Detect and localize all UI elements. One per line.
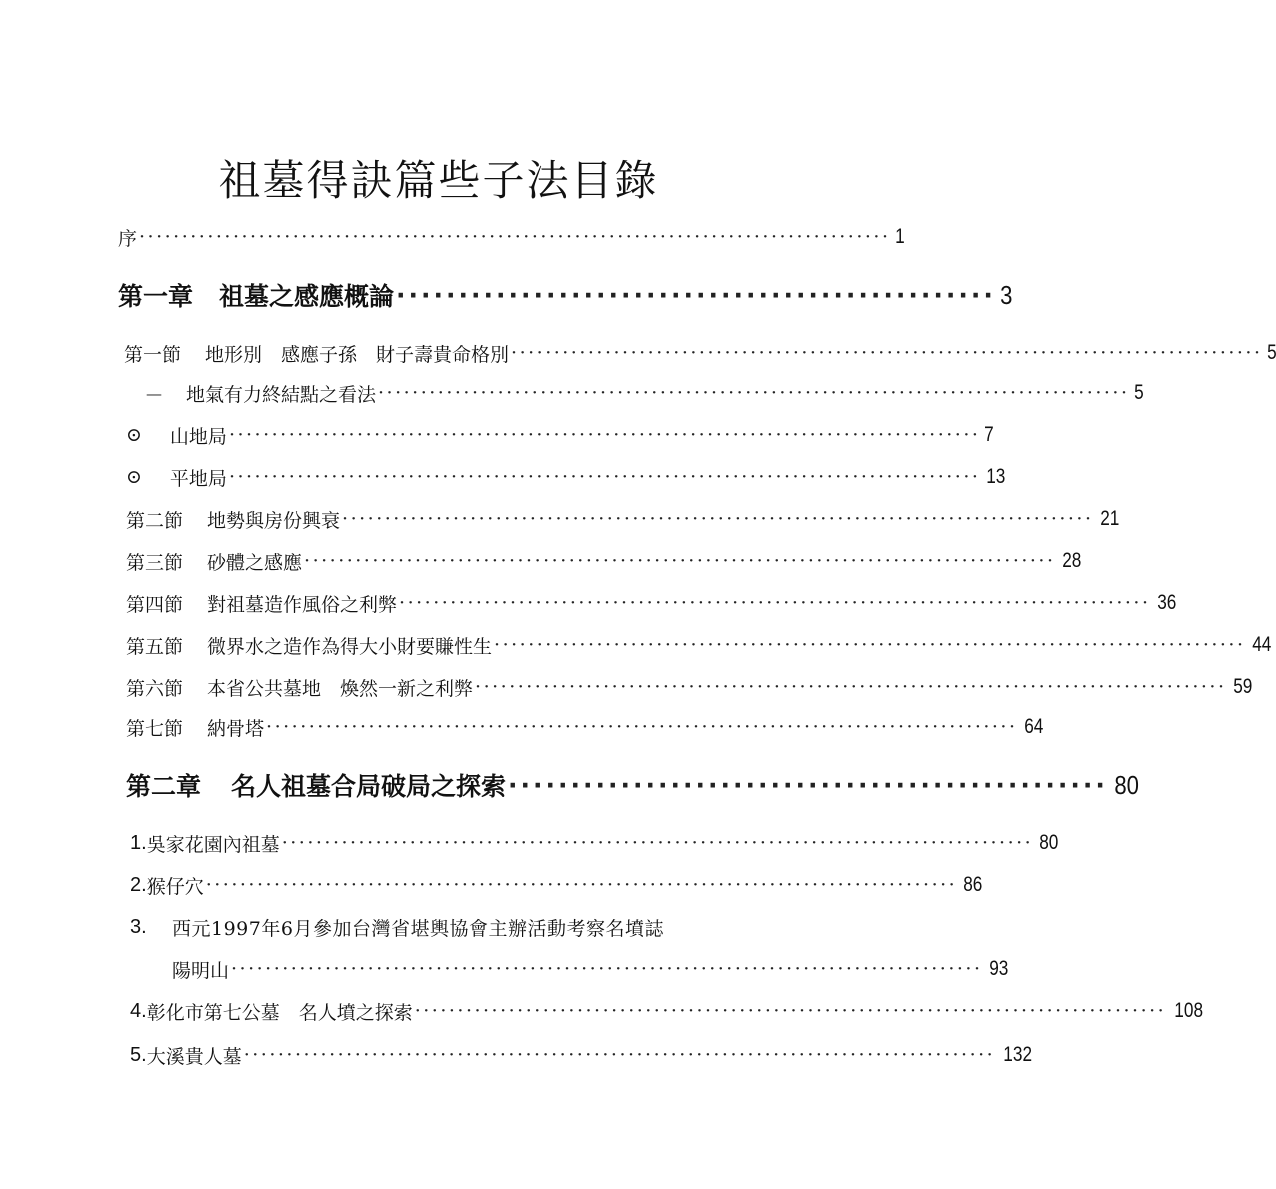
section-title: 地勢與房份興衰 xyxy=(207,509,341,532)
page-number: 44 xyxy=(1251,633,1271,656)
leader-dots: ························································································ xyxy=(414,1000,1167,1022)
leader-dots: ························································································ xyxy=(494,634,1246,656)
page-number: 7 xyxy=(984,423,995,446)
section-label: 第五節 xyxy=(126,635,184,658)
toc-entry-preface[interactable] xyxy=(118,222,905,252)
page-number: 80 xyxy=(1039,831,1059,854)
circle-dot-icon: ⊙ xyxy=(126,424,142,446)
page-number: 86 xyxy=(963,873,983,896)
dash-marker: — xyxy=(146,383,162,403)
section-label: 第一節 xyxy=(124,343,182,366)
item-number: 3. xyxy=(130,915,147,938)
section-title: 地氣有力終結點之看法 xyxy=(186,383,377,406)
leader-dots: ························································································ xyxy=(399,592,1151,614)
chapter-title: 名人祖墓合局破局之探索 xyxy=(231,772,507,801)
section-title: 山地局 xyxy=(169,425,227,448)
item-title: 彰化市第七公墓 名人墳之探索 xyxy=(146,1001,413,1024)
leader-dots: ························································································ xyxy=(243,1044,996,1066)
page-number: 132 xyxy=(1003,1043,1033,1066)
toc-entry[interactable] xyxy=(130,1040,1033,1070)
leader-dots: ························································································ xyxy=(266,716,1018,738)
page-number: 5 xyxy=(1266,341,1276,364)
item-title: 西元1997年6月參加台灣省堪輿協會主辦活動考察名墳誌 xyxy=(172,917,664,940)
toc-entry[interactable] xyxy=(126,588,1176,618)
item-title: 大溪貴人墓 xyxy=(146,1045,242,1068)
page-number: 93 xyxy=(988,957,1008,980)
toc-entry[interactable] xyxy=(130,996,1204,1026)
toc-entry[interactable] xyxy=(124,338,1276,368)
chapter-title: 祖墓之感應概論 xyxy=(219,282,395,311)
leader-dots: ························································································ xyxy=(205,874,958,896)
leader-dots: ························································································ xyxy=(139,226,891,248)
leader-dots: ························································································ xyxy=(228,466,981,488)
page-number: 28 xyxy=(1061,549,1081,572)
page-number: 64 xyxy=(1023,715,1043,738)
page-number: 13 xyxy=(986,465,1006,488)
section-title: 對祖墓造作風俗之利弊 xyxy=(207,593,398,616)
chapter-label: 第一章 xyxy=(118,282,194,311)
toc-entry[interactable] xyxy=(130,870,983,900)
leader-dots: ················································ xyxy=(396,280,996,310)
page-number: 108 xyxy=(1174,999,1204,1022)
item-title: 吳家花園內祖墓 xyxy=(146,833,280,856)
section-title: 地形別 感應子孫 財子壽貴命格別 xyxy=(205,343,510,366)
toc-entry[interactable] xyxy=(126,546,1081,576)
circle-dot-icon: ⊙ xyxy=(126,466,142,488)
entry-label: 序 xyxy=(118,227,138,250)
leader-dots: ························································································ xyxy=(342,508,1094,530)
leader-dots: ························································································ xyxy=(231,958,983,980)
toc-chapter-2[interactable] xyxy=(126,766,1139,804)
leader-dots: ························································································ xyxy=(475,676,1227,698)
leader-dots: ························································································ xyxy=(378,382,1130,404)
section-label: 第四節 xyxy=(126,593,184,616)
section-title: 砂體之感應 xyxy=(207,551,303,574)
item-number: 5. xyxy=(130,1043,147,1066)
section-label: 第二節 xyxy=(126,509,184,532)
section-title: 微界水之造作為得大小財要賺性生 xyxy=(207,635,493,658)
page-title: 祖墓得訣篇些子法目錄 xyxy=(218,156,659,205)
page-number: 3 xyxy=(1000,279,1013,310)
leader-dots: ························································································ xyxy=(228,424,981,446)
section-title: 納骨塔 xyxy=(207,717,265,740)
page-number: 36 xyxy=(1156,591,1176,614)
toc-entry[interactable] xyxy=(126,420,995,450)
toc-chapter-1[interactable] xyxy=(118,276,1013,314)
page-number: 1 xyxy=(894,225,905,248)
toc-entry[interactable] xyxy=(146,378,1144,408)
item-number: 1. xyxy=(130,831,147,854)
toc-entry[interactable] xyxy=(126,712,1043,742)
toc-entry[interactable] xyxy=(130,912,760,942)
section-title: 平地局 xyxy=(169,467,227,490)
page-number: 5 xyxy=(1133,381,1144,404)
item-number: 4. xyxy=(130,999,147,1022)
item-number: 2. xyxy=(130,873,147,896)
page-number: 21 xyxy=(1099,507,1119,530)
leader-dots: ························································································ xyxy=(511,342,1263,364)
toc-entry[interactable] xyxy=(126,672,1252,702)
toc-entry[interactable] xyxy=(126,504,1119,534)
toc-entry[interactable] xyxy=(130,828,1059,858)
toc-entry[interactable] xyxy=(172,954,1008,984)
section-label: 第六節 xyxy=(126,677,184,700)
section-title: 本省公共墓地 煥然一新之利弊 xyxy=(207,677,474,700)
leader-dots: ················································ xyxy=(508,770,1108,800)
section-label: 第七節 xyxy=(126,717,184,740)
page-number: 59 xyxy=(1232,675,1252,698)
page-number: 80 xyxy=(1114,769,1139,800)
toc-entry[interactable] xyxy=(126,630,1271,660)
leader-dots: ························································································ xyxy=(304,550,1056,572)
chapter-label: 第二章 xyxy=(126,772,202,801)
item-title: 陽明山 xyxy=(172,959,230,982)
item-title: 猴仔穴 xyxy=(146,875,204,898)
section-label: 第三節 xyxy=(126,551,184,574)
leader-dots: ························································································ xyxy=(281,832,1034,854)
toc-entry[interactable] xyxy=(126,462,1006,492)
